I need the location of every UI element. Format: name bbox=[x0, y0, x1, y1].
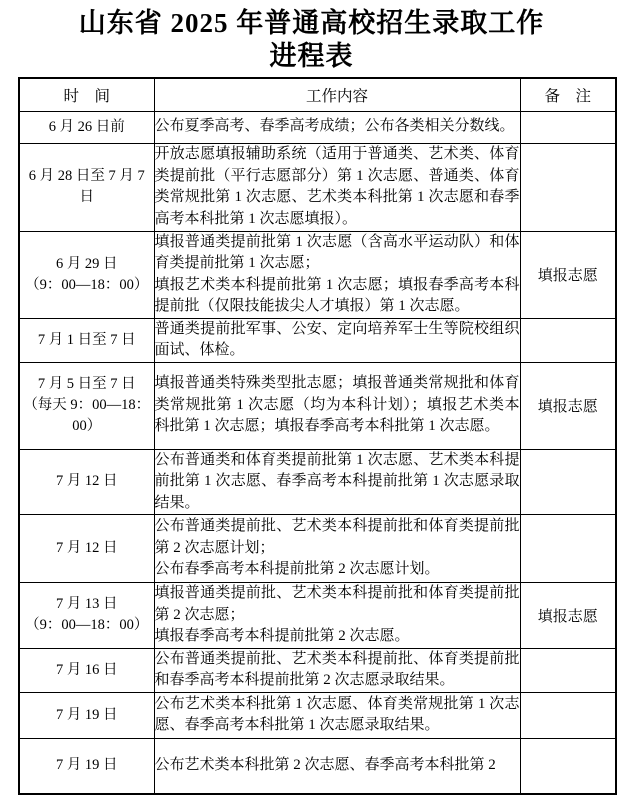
time-cell bbox=[19, 449, 154, 515]
time-line: （9：00—18：00） bbox=[25, 276, 149, 293]
time-cell bbox=[19, 648, 154, 692]
time-line: 7 月 12 日 bbox=[55, 473, 118, 490]
remark-cell bbox=[520, 111, 616, 143]
remark-cell bbox=[520, 692, 616, 738]
content-cell bbox=[154, 111, 520, 143]
time-cell bbox=[19, 111, 154, 143]
time-line: 7 月 19 日 bbox=[55, 706, 118, 723]
remark-cell bbox=[520, 449, 616, 515]
table-header-row bbox=[19, 78, 616, 111]
time-line: （每天 9：00—18：00） bbox=[23, 397, 151, 434]
time-line: 6 月 28 日至 7 月 7 日 bbox=[28, 168, 145, 205]
content-cell bbox=[154, 515, 520, 583]
content-paragraph: 填报艺术类本科提前批第 1 次志愿；填报春季高考本科提前批（仅限技能拔尖人才填报）第 1 次志愿。 bbox=[154, 276, 520, 314]
content-cell bbox=[154, 583, 520, 649]
content-paragraph: 填报普通类特殊类型批志愿；填报普通类常规批和体育类常规批第 1 次志愿（均为本科计划）；填报艺术类本科批第 1 次志愿；填报春季高考本科批第 1 次志愿。 bbox=[154, 375, 520, 435]
col-header-content: 工作内容 bbox=[154, 78, 520, 111]
remark-cell bbox=[520, 318, 616, 362]
col-header-remark: 备 注 bbox=[520, 78, 616, 111]
time-cell bbox=[19, 231, 154, 318]
time-cell bbox=[19, 515, 154, 583]
content-cell bbox=[154, 318, 520, 362]
remark-cell: 填报志愿 bbox=[520, 231, 616, 318]
time-cell bbox=[19, 692, 154, 738]
table-row bbox=[19, 231, 616, 318]
content-paragraph: 公布艺术类本科批第 2 次志愿、春季高考本科批第 2 bbox=[154, 757, 496, 773]
content-paragraph: 填报春季高考本科提前批第 2 次志愿。 bbox=[154, 628, 410, 644]
content-paragraph: 开放志愿填报辅助系统（适用于普通类、艺术类、体育类提前批（平行志愿部分）第 1 次志愿、普通类、体育类常规批第 1 次志愿、艺术类本科批第 1 次志愿和春季高考本科批第 1 次志愿填报）。 bbox=[154, 146, 520, 227]
time-cell bbox=[19, 143, 154, 231]
time-cell bbox=[19, 318, 154, 362]
content-paragraph: 普通类提前批军事、公安、定向培养军士生等院校组织面试、体检。 bbox=[154, 320, 520, 358]
page-title bbox=[0, 0, 623, 73]
content-paragraph: 公布普通类和体育类提前批第 1 次志愿、艺术类本科提前批第 1 次志愿、春季高考本科提前批第 1 次志愿录取结果。 bbox=[154, 451, 520, 511]
remark-cell bbox=[520, 143, 616, 231]
content-paragraph: 公布普通类提前批、艺术类本科提前批、体育类提前批和春季高考本科提前批第 2 次志愿录取结果。 bbox=[154, 650, 520, 688]
content-cell bbox=[154, 738, 520, 794]
content-cell bbox=[154, 143, 520, 231]
time-cell bbox=[19, 362, 154, 449]
table-row bbox=[19, 692, 616, 738]
content-paragraph: 填报普通类提前批、艺术类本科提前批和体育类提前批第 2 次志愿； bbox=[154, 585, 520, 623]
remark-cell bbox=[520, 648, 616, 692]
content-paragraph: 公布普通类提前批、艺术类本科提前批和体育类提前批第 2 次志愿计划； bbox=[154, 518, 520, 556]
time-line: 7 月 5 日至 7 日 bbox=[37, 376, 136, 392]
time-line: 7 月 16 日 bbox=[55, 661, 118, 678]
table-row bbox=[19, 583, 616, 649]
table-row bbox=[19, 738, 616, 794]
content-cell bbox=[154, 231, 520, 318]
schedule-table bbox=[18, 77, 617, 795]
table-row bbox=[19, 515, 616, 583]
col-header-time: 时 间 bbox=[19, 78, 154, 111]
time-line: 6 月 26 日前 bbox=[48, 118, 125, 135]
remark-cell: 填报志愿 bbox=[520, 583, 616, 649]
remark-cell: 填报志愿 bbox=[520, 362, 616, 449]
table-row bbox=[19, 318, 616, 362]
time-line: 6 月 29 日 bbox=[55, 255, 118, 272]
time-line: 7 月 1 日至 7 日 bbox=[37, 331, 136, 348]
time-cell bbox=[19, 738, 154, 794]
content-cell bbox=[154, 648, 520, 692]
content-paragraph: 公布艺术类本科批第 1 次志愿、体育类常规批第 1 次志愿、春季高考本科批第 1 次志愿录取结果。 bbox=[154, 695, 520, 733]
table-row bbox=[19, 449, 616, 515]
time-cell bbox=[19, 583, 154, 649]
table-row bbox=[19, 648, 616, 692]
remark-cell bbox=[520, 738, 616, 794]
content-cell bbox=[154, 449, 520, 515]
time-line: 7 月 13 日 bbox=[55, 596, 118, 613]
table-row bbox=[19, 143, 616, 231]
remark-cell bbox=[520, 515, 616, 583]
content-paragraph: 填报普通类提前批第 1 次志愿（含高水平运动队）和体育类提前批第 1 次志愿； bbox=[154, 233, 520, 271]
page-title-line2: 进程表 bbox=[269, 41, 354, 71]
content-cell bbox=[154, 692, 520, 738]
table-row bbox=[19, 362, 616, 449]
content-cell bbox=[154, 362, 520, 449]
content-paragraph: 公布春季高考本科提前批第 2 次志愿计划。 bbox=[154, 561, 440, 578]
table-row bbox=[19, 111, 616, 143]
content-paragraph: 公布夏季高考、春季高考成绩；公布各类相关分数线。 bbox=[154, 118, 515, 135]
page-title-line1: 山东省 2025 年普通高校招生录取工作 bbox=[78, 8, 545, 38]
time-line: （9：00—18：00） bbox=[25, 617, 149, 634]
time-line: 7 月 12 日 bbox=[55, 540, 118, 556]
time-line: 7 月 19 日 bbox=[55, 757, 118, 774]
